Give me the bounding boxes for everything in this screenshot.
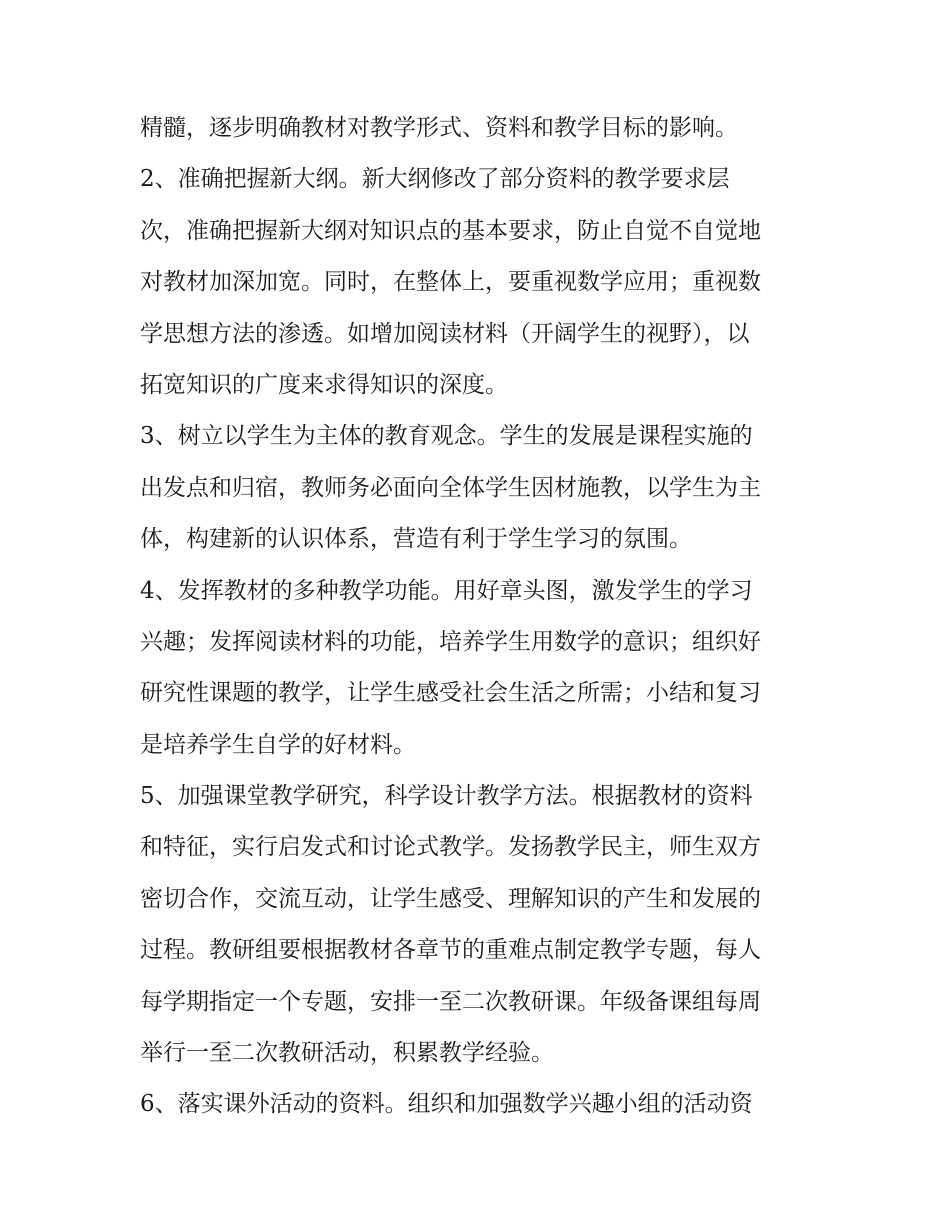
text-line-16: 密切合作，交流互动，让学生感受、理解知识的产生和发展的	[140, 885, 761, 912]
text-line-4: 对教材加深加宽。同时，在整体上，要重视数学应用；重视数	[140, 269, 761, 296]
text-line-5: 学思想方法的渗透。如增加阅读材料（开阔学生的视野），以	[140, 320, 750, 347]
text-line-8: 出发点和归宿，教师务必面向全体学生因材施教，以学生为主	[140, 474, 761, 501]
text-line-13: 是培养学生自学的好材料。	[140, 731, 416, 758]
text-line-2: 2、准确把握新大纲。新大纲修改了部分资料的教学要求层	[140, 166, 730, 193]
text-line-9: 体，构建新的认识体系，营造有利于学生学习的氛围。	[140, 526, 692, 553]
text-line-20: 6、落实课外活动的资料。组织和加强数学兴趣小组的活动资	[140, 1091, 753, 1118]
text-line-11: 兴趣；发挥阅读材料的功能，培养学生用数学的意识；组织好	[140, 628, 761, 655]
text-line-15: 和特征，实行启发式和讨论式教学。发扬教学民主，师生双方	[140, 834, 761, 861]
text-line-1: 精髓，逐步明确教材对教学形式、资料和教学目标的影响。	[140, 115, 738, 141]
text-line-14: 5、加强课堂教学研究，科学设计教学方法。根据教材的资料	[140, 783, 753, 810]
text-line-3: 次，准确把握新大纲对知识点的基本要求，防止自觉不自觉地	[140, 217, 761, 244]
text-line-18: 每学期指定一个专题，安排一至二次教研课。年级备课组每周	[140, 988, 761, 1015]
text-line-12: 研究性课题的教学，让学生感受社会生活之所需；小结和复习	[140, 680, 761, 707]
text-line-17: 过程。教研组要根据教材各章节的重难点制定教学专题，每人	[140, 937, 761, 964]
text-line-7: 3、树立以学生为主体的教育观念。学生的发展是课程实施的	[140, 423, 753, 450]
text-line-6: 拓宽知识的广度来求得知识的深度。	[140, 371, 508, 398]
document-body	[140, 103, 820, 1131]
text-line-10: 4、发挥教材的多种教学功能。用好章头图，激发学生的学习	[140, 577, 753, 604]
text-line-19: 举行一至二次教研活动，积累教学经验。	[140, 1040, 554, 1067]
